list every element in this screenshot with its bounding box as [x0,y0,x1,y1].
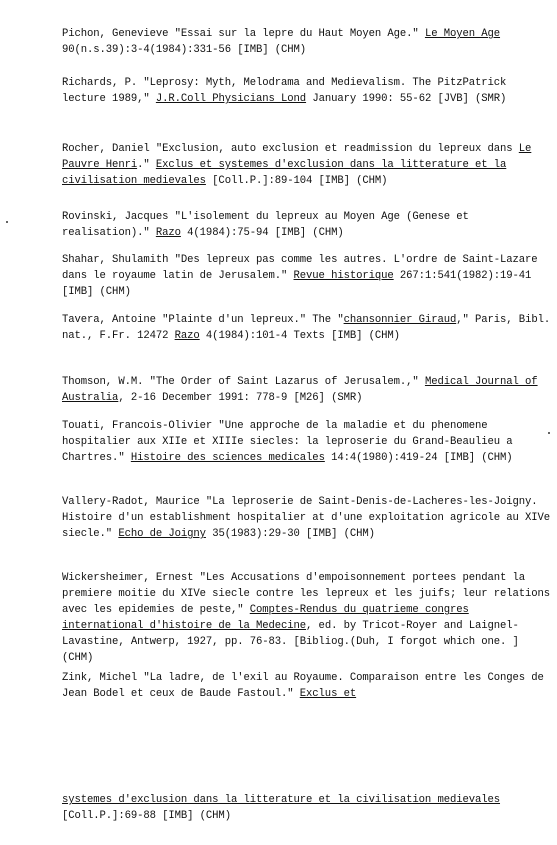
scan-speck [548,432,550,434]
citation-text: Rocher, Daniel "Exclusion, auto exclusion et readmission du lepreux dans [62,143,519,155]
underlined-title: Exclus et systemes d'exclusion dans la litterature et la civilisation medievales [62,159,507,187]
underlined-title: Revue historique [293,270,394,282]
underlined-title: Exclus et [299,688,357,700]
bibliography-entry [62,209,552,241]
bibliography-entry [62,312,552,344]
underlined-title: Le Pauvre Henri [62,143,532,171]
bibliography-entry [62,252,552,300]
bibliography-entry [62,570,552,666]
underlined-title: Razo [155,227,181,239]
citation-text: 267:1:541(1982):19-41 [IMB] (CHM) [62,270,532,298]
bibliography-entry [62,141,552,189]
bibliography-entry [62,75,552,107]
citation-text: Rovinski, Jacques "L'isolement du lepreux au Moyen Age (Genese et realisation)." [62,211,469,239]
citation-text: Richards, P. "Leprosy: Myth, Melodrama and Medievalism. The PitzPatrick lecture 1989," [62,77,507,105]
bibliography-entry [62,374,552,406]
bibliography-entry [62,792,552,824]
citation-text: , ed. by Tricot-Royer and Laignel-Lavastine, Antwerp, 1927, pp. 76-83. [Bibliog.(Duh, I forgot which one. ] (CHM) [62,620,519,664]
underlined-title: Le Moyen Age [424,28,501,40]
underlined-title: Medical Journal of Australia [62,376,538,404]
underlined-title: Razo [174,330,200,342]
citation-text: Pichon, Genevieve "Essai sur la lepre du Haut Moyen Age." [62,28,425,40]
citation-text: ." [137,159,156,171]
citation-text: Touati, Francois-Olivier "Une approche de la maladie et du phenomene hospitalier aux XIIe et XIIIe siecles: la leproserie du Grand-Beaulieu a Chartres." [62,420,513,464]
citation-text: Wickersheimer, Ernest "Les Accusations d'empoisonnement portees pendant la premiere moitie du XIVe siecle contre les lepreux et les juifs; leur relations avec les epidemies de peste," [62,572,551,616]
bibliography-entry [62,418,552,466]
citation-text: Vallery-Radot, Maurice "La leproserie de Saint-Denis-de-Lacheres-les-Joigny. Histoire d'un establishment hospitalier at d'une exploitation agricole au XIVe siecle." [62,496,551,540]
citation-text: 14:4(1980):419-24 [IMB] (CHM) [324,452,513,464]
citation-text: 90(n.s.39):3-4(1984):331-56 [IMB] (CHM) [62,44,307,56]
bibliography-entry [62,494,552,542]
citation-text: Thomson, W.M. "The Order of Saint Lazarus of Jerusalem.," [62,376,425,388]
underlined-title: systemes d'exclusion dans la litterature et la civilisation medievales [62,794,501,806]
bibliography-entry [62,26,552,58]
underlined-title: Echo de Joigny [118,528,206,540]
citation-text: ," Paris, Bibl. nat., F.Fr. 12472 [62,314,551,342]
bibliography-entry [62,670,552,702]
underlined-title: Histoire des sciences medicales [130,452,325,464]
citation-text: [Coll.P.]:89-104 [IMB] (CHM) [205,175,388,187]
citation-text: January 1990: 55-62 [JVB] (SMR) [306,93,507,105]
citation-text: Tavera, Antoine "Plainte d'un lepreux." The " [62,314,344,326]
citation-text: , 2-16 December 1991: 778-9 [M26] (SMR) [118,392,363,404]
citation-text: [Coll.P.]:69-88 [IMB] (CHM) [62,810,231,822]
underlined-title: J.R.Coll Physicians Lond [155,93,307,105]
underlined-title: Comptes-Rendus du quatrieme congres international d'histoire de la Medecine [62,604,469,632]
underlined-title: chansonnier Giraud [343,314,457,326]
scan-speck [6,221,8,223]
citation-text: Shahar, Shulamith "Des lepreux pas comme les autres. L'ordre de Saint-Lazare dans le royaume latin de Jerusalem." [62,254,538,282]
citation-text: Zink, Michel "La ladre, de l'exil au Royaume. Comparaison entre les Conges de Jean Bodel et ceux de Baude Fastoul." [62,672,544,700]
citation-text: 35(1983):29-30 [IMB] (CHM) [205,528,375,540]
citation-text: 4(1984):101-4 Texts [IMB] (CHM) [199,330,400,342]
citation-text: 4(1984):75-94 [IMB] (CHM) [180,227,344,239]
